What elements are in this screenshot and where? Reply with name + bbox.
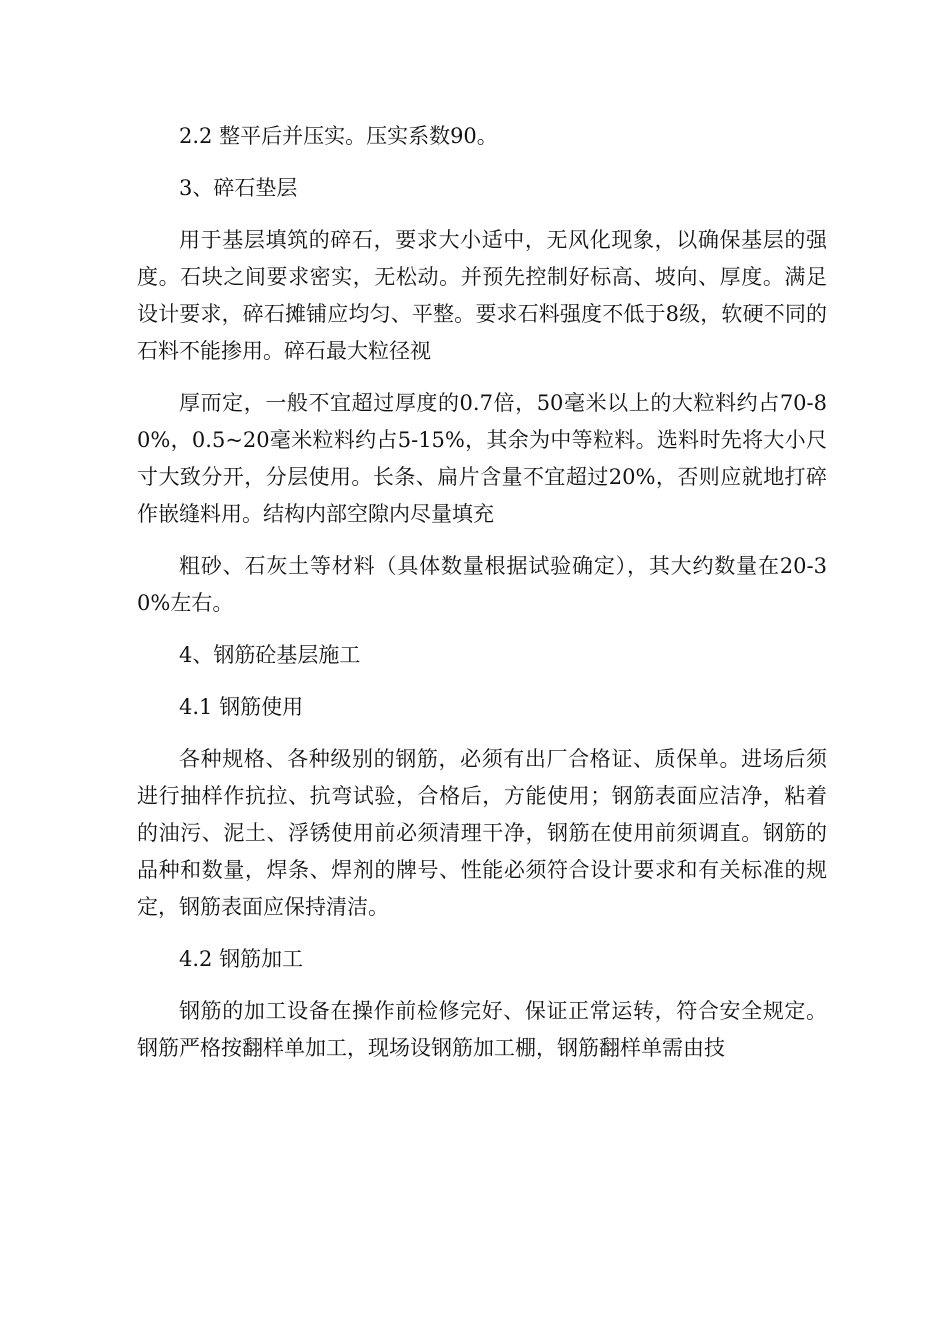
section-4-2-heading: 4.2 钢筋加工 [179, 947, 304, 971]
filler-paragraph: 粗砂、石灰土等材料（具体数量根据试验确定），其大约数量在20-30%左右。 [137, 554, 827, 615]
gravel-requirements-paragraph: 用于基层填筑的碎石，要求大小适中，无风化现象，以确保基层的强度。石块之间要求密实，无松动。并预先控制好标高、坡向、厚度。满足设计要求，碎石摊铺应均匀、平整。要求石料强度不低于8级，软硬不同的石料不能掺用。碎石最大粒径视 [137, 228, 827, 363]
section-4-1-heading: 4.1 钢筋使用 [179, 695, 304, 719]
section-3-heading: 3、碎石垫层 [179, 176, 298, 200]
section-4-heading: 4、钢筋砼基层施工 [179, 643, 361, 667]
document-body [137, 118, 827, 1082]
particle-size-paragraph: 厚而定，一般不宜超过厚度的0.7倍，50毫米以上的大粒料约占70-80%，0.5~20毫米粒料约占5-15%，其余为中等粒料。选料时先将大小尺寸大致分开，分层使用。长条、扁片含量不宜超过20%，否则应就地打碎作嵌缝料用。结构内部空隙内尽量填充 [137, 391, 827, 526]
rebar-usage-paragraph: 各种规格、各种级别的钢筋，必须有出厂合格证、质保单。进场后须进行抽样作抗拉、抗弯试验，合格后，方能使用；钢筋表面应洁净，粘着的油污、泥土、浮锈使用前必须清理干净，钢筋在使用前须调直。钢筋的品种和数量，焊条、焊剂的牌号、性能必须符合设计要求和有关标准的规定，钢筋表面应保持清洁。 [137, 747, 827, 919]
rebar-processing-paragraph: 钢筋的加工设备在操作前检修完好、保证正常运转，符合安全规定。钢筋严格按翻样单加工，现场设钢筋加工棚，钢筋翻样单需由技 [137, 999, 827, 1060]
section-2-2-heading: 2.2 整平后并压实。压实系数90。 [179, 124, 498, 148]
